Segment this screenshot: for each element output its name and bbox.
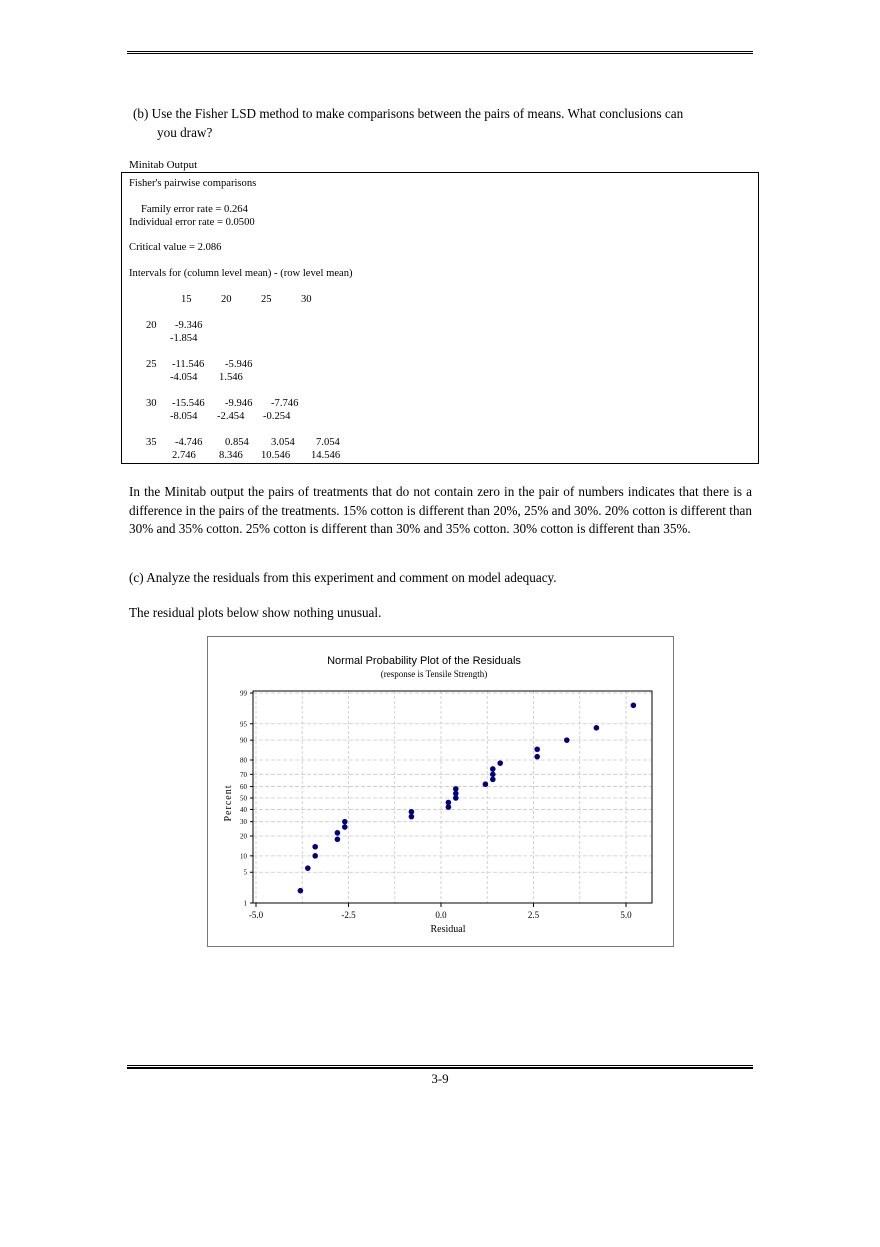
interval-low: -5.946 [225, 359, 253, 370]
interval-low: -15.546 [172, 398, 205, 409]
y-tick-label: 90 [240, 736, 247, 745]
y-tick-label: 60 [240, 783, 247, 792]
individual-error-rate: Individual error rate = 0.0500 [129, 217, 255, 228]
residual-point [335, 830, 341, 836]
residual-point [453, 786, 459, 792]
x-axis-label: Residual [430, 924, 466, 935]
header-rule [127, 51, 753, 54]
question-b-line1: (b) Use the Fisher LSD method to make comparisons between the pairs of means. What conclusions can [133, 106, 684, 121]
y-tick-label: 5 [243, 868, 247, 877]
question-c: (c) Analyze the residuals from this experiment and comment on model adequacy. [129, 570, 557, 585]
plot-area [253, 691, 652, 903]
page-number: 3-9 [431, 1071, 449, 1086]
residual-point [497, 760, 503, 766]
residual-point [342, 824, 348, 830]
residual-point [534, 746, 540, 752]
residual-point [490, 766, 496, 772]
residual-point [409, 809, 415, 815]
interval-low: -9.946 [225, 398, 253, 409]
residual-point [631, 703, 637, 709]
row-label: 25 [146, 359, 157, 370]
chart-subtitle: (response is Tensile Strength) [380, 669, 488, 679]
question-b [133, 104, 753, 142]
residual-point [298, 888, 304, 894]
residual-plot-frame [207, 636, 674, 947]
residual-point [312, 853, 318, 859]
residual-point [534, 754, 540, 760]
intervals-heading: Intervals for (column level mean) - (row level mean) [129, 268, 353, 279]
interval-low: 7.054 [316, 437, 340, 448]
conclusion-paragraph: In the Minitab output the pairs of treatments that do not contain zero in the pair of numbers indicates that there is a difference in the pairs of the treatments. 15% cotton is different than 20%, 25% and 30%. 20% cotton is different than 30% and 35% cotton. 25% cotton is different than 30% and 35% cotton. 30% cotton is different than 35%. [129, 484, 752, 536]
interval-high: 1.546 [219, 372, 243, 383]
minitab-label: Minitab Output [129, 159, 198, 171]
row-label: 20 [146, 320, 157, 331]
interval-high: -1.854 [170, 333, 198, 344]
x-tick-label: -2.5 [341, 910, 356, 920]
column-header: 25 [261, 294, 272, 305]
interval-high: -4.054 [170, 372, 198, 383]
y-tick-label: 95 [240, 720, 247, 729]
y-tick-label: 30 [240, 818, 247, 827]
interval-high: -8.054 [170, 411, 198, 422]
interval-low: -9.346 [175, 320, 203, 331]
y-tick-label: 40 [240, 805, 247, 814]
residual-point [409, 814, 415, 820]
residual-note: The residual plots below show nothing unusual. [129, 605, 382, 620]
x-tick-label: 2.5 [527, 910, 540, 920]
y-tick-label: 80 [240, 756, 247, 765]
y-tick-label: 10 [240, 852, 247, 861]
residual-point [335, 837, 341, 843]
residual-point [305, 865, 311, 871]
interval-high: 14.546 [311, 450, 341, 461]
residual-point [594, 725, 600, 731]
chart-title: Normal Probability Plot of the Residuals [327, 655, 521, 667]
critical-value: Critical value = 2.086 [129, 242, 222, 253]
x-tick-label: -5.0 [248, 910, 264, 920]
minitab-output-box [121, 172, 759, 464]
row-label: 30 [146, 398, 157, 409]
residual-point [483, 781, 489, 787]
interval-low: -4.746 [175, 437, 203, 448]
y-axis-label: Percent [223, 784, 234, 822]
interval-high: 2.746 [172, 450, 196, 461]
x-tick-label: 5.0 [620, 910, 632, 920]
y-tick-label: 70 [240, 770, 247, 779]
family-error-rate: Family error rate = 0.264 [141, 204, 248, 215]
question-b-line2: you draw? [157, 125, 213, 140]
residual-point [342, 819, 348, 825]
x-tick-label: 0.0 [435, 910, 447, 920]
column-header: 30 [301, 294, 312, 305]
interval-high: 8.346 [219, 450, 243, 461]
residual-point [490, 772, 496, 778]
column-header: 15 [181, 294, 192, 305]
row-label: 35 [146, 437, 157, 448]
minitab-heading: Fisher's pairwise comparisons [129, 178, 257, 189]
y-tick-label: 50 [240, 794, 247, 803]
interval-low: 3.054 [271, 437, 295, 448]
interval-low: 0.854 [225, 437, 249, 448]
residual-point [446, 800, 452, 806]
column-header: 20 [221, 294, 232, 305]
interval-high: -0.254 [263, 411, 291, 422]
y-tick-label: 99 [240, 689, 247, 698]
y-tick-label: 20 [240, 832, 247, 841]
normal-probability-plot [208, 637, 673, 946]
interval-low: -7.746 [271, 398, 299, 409]
interval-low: -11.546 [172, 359, 205, 370]
y-tick-label: 1 [243, 899, 247, 908]
interval-high: 10.546 [261, 450, 291, 461]
residual-point [312, 844, 318, 850]
interval-high: -2.454 [217, 411, 245, 422]
residual-point [490, 777, 496, 783]
residual-point [564, 737, 570, 743]
footer-rule [127, 1065, 753, 1069]
